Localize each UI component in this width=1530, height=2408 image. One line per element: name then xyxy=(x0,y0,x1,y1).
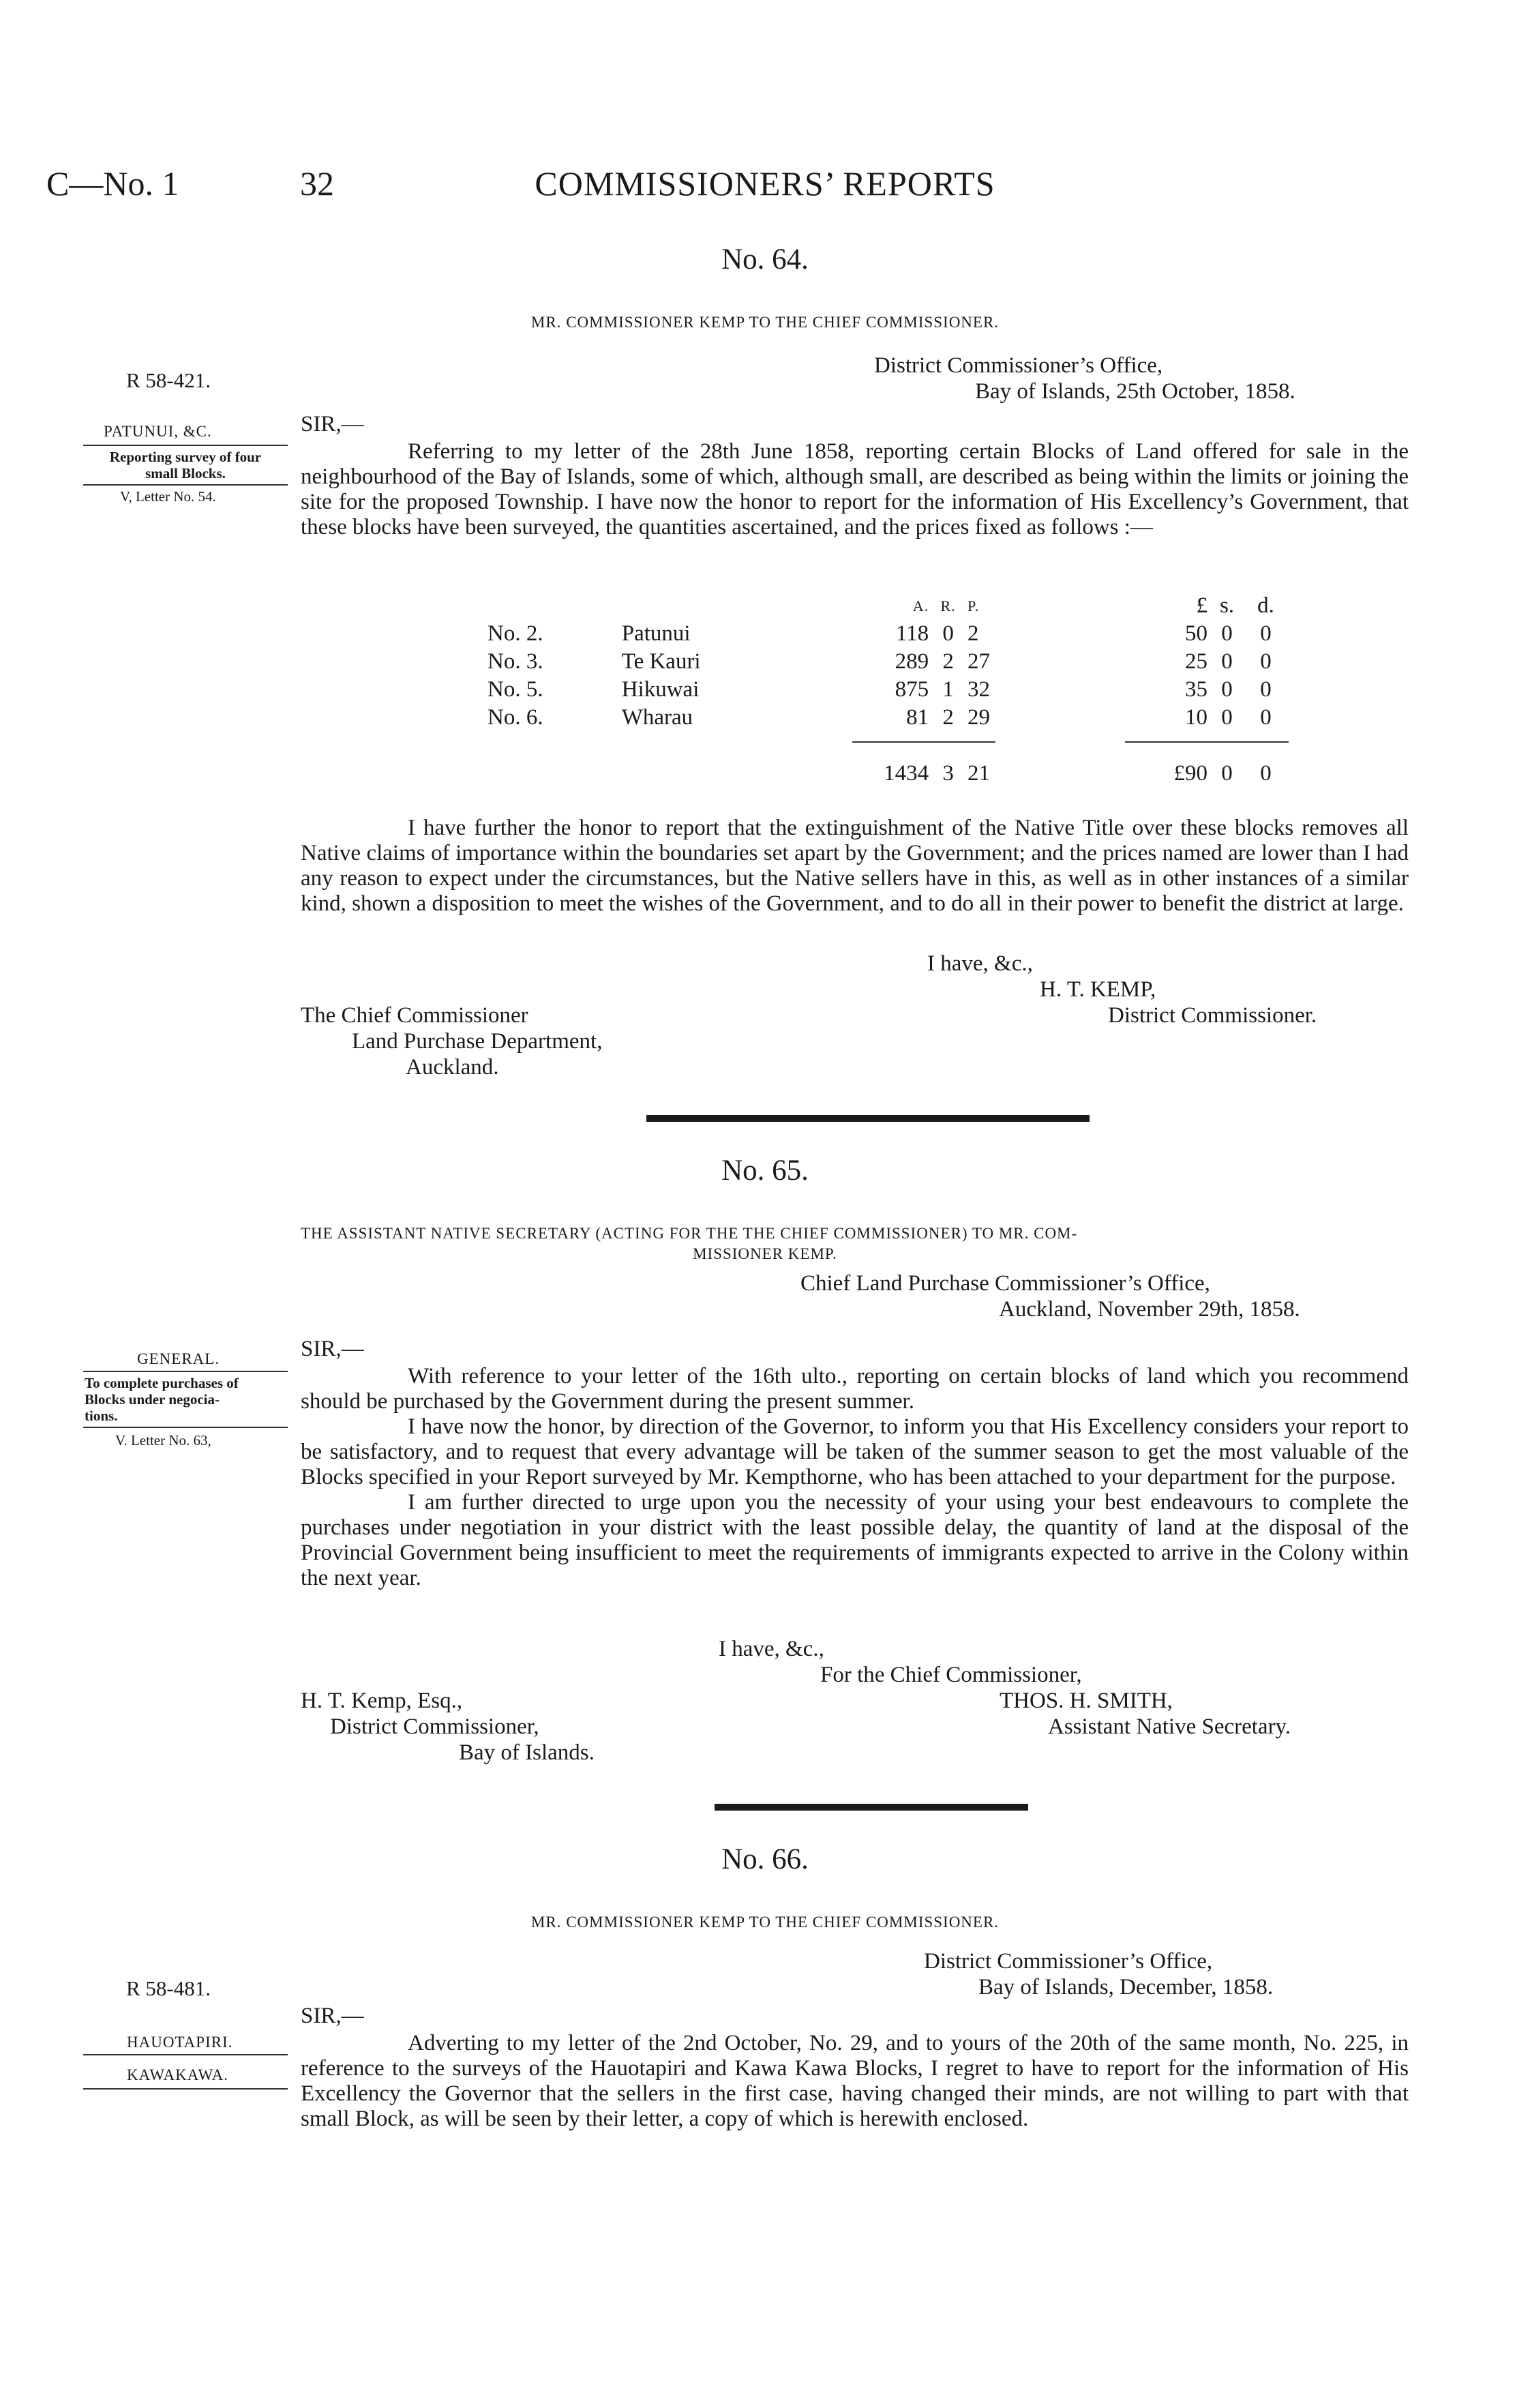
acres: 118 xyxy=(895,621,929,646)
for-line: For the Chief Commissioner, xyxy=(820,1663,1082,1687)
header-acres: A. xyxy=(912,597,929,614)
letter-66-title: MR. COMMISSIONER KEMP TO THE CHIEF COMMISSIONER. xyxy=(530,1914,1000,1931)
margin-note-64-line-2: small Blocks. xyxy=(145,465,226,481)
pounds: 25 xyxy=(1185,649,1208,674)
margin-divider xyxy=(83,484,288,486)
paragraph: With reference to your letter of the 16th ulto., reporting on certain blocks of land which you recommend should be purchased by the Government during the present summer. xyxy=(301,1364,1409,1414)
acres: 81 xyxy=(906,705,929,730)
letter-65-address-line-1: Chief Land Purchase Commissioner’s Office, xyxy=(800,1271,1210,1296)
margin-ref-64: R 58-421. xyxy=(126,368,211,392)
margin-ref-66: R 58-481. xyxy=(126,1976,211,2000)
addressee-line-1: H. T. Kemp, Esq., xyxy=(301,1689,463,1713)
salutation: SIR,— xyxy=(301,2004,364,2028)
pence: 0 xyxy=(1260,705,1272,730)
header-roods: R. xyxy=(940,597,956,614)
salutation: SIR,— xyxy=(301,1337,364,1361)
margin-divider xyxy=(83,1371,288,1372)
letter-64-body-continued xyxy=(301,816,1409,917)
signer-title: District Commissioner. xyxy=(1108,1003,1317,1028)
addressee-line-1: The Chief Commissioner xyxy=(301,1003,528,1028)
margin-note-65-line-2: Blocks under negocia- xyxy=(85,1391,220,1408)
letter-65-body xyxy=(301,1364,1409,1591)
roods: 1 xyxy=(942,677,954,702)
price-total-rule xyxy=(1125,741,1289,743)
margin-note-65-line-3: tions. xyxy=(85,1408,118,1424)
addressee-line-3: Bay of Islands. xyxy=(459,1740,595,1765)
letter-66-number: No. 66. xyxy=(721,1843,809,1875)
section-divider xyxy=(715,1804,1028,1811)
block-name: Patunui xyxy=(621,621,691,646)
letter-64-title: MR. COMMISSIONER KEMP TO THE CHIEF COMMISSIONER. xyxy=(530,314,1000,331)
margin-note-64-line-1: Reporting survey of four xyxy=(109,449,262,465)
total-pounds: £90 xyxy=(1173,761,1208,786)
pence: 0 xyxy=(1260,677,1272,702)
paragraph: Adverting to my letter of the 2nd October, No. 29, and to yours of the 20th of the same month, No. 225, in reference to the surveys of the Hauotapiri and Kawa Kawa Blocks, I regret to have to report for the information of His Excellency the Governor that the sellers in the first case, having changed their minds, are not willing to part with that small Block, as will be seen by their letter, a copy of which is herewith enclosed. xyxy=(301,2031,1409,2131)
margin-subject-64: PATUNUI, &C. xyxy=(104,423,212,440)
acreage-total-rule xyxy=(852,741,995,743)
header-perches: P. xyxy=(967,597,980,614)
closing: I have, &c., xyxy=(927,951,1033,976)
margin-letter-ref-65: V. Letter No. 63, xyxy=(115,1432,211,1448)
block-name: Te Kauri xyxy=(621,649,701,674)
table-row xyxy=(487,676,1285,704)
margin-divider xyxy=(83,1427,288,1428)
paragraph: Referring to my letter of the 28th June 1858, reporting certain Blocks of Land offered for sale in the neighbourhood of the Bay of Islands, some of which, although small, are described as being within the limits or joining the site for the proposed Township. I have now the honor to report for the information of His Excellency’s Government, that these blocks have been surveyed, the quantities ascertained, and the prices fixed as follows :— xyxy=(301,439,1409,539)
margin-divider xyxy=(83,2088,288,2090)
block-number: No. 6. xyxy=(487,705,543,730)
paragraph: I am further directed to urge upon you the necessity of your using your best endeavours to complete the purchases under negotiation in your district with the least possible delay, the quantity of land at the disposal of the Provincial Government being insufficient to meet the requirements of immigrants expected to arrive in the Colony within the next year. xyxy=(301,1490,1409,1590)
signer-name: THOS. H. SMITH, xyxy=(1000,1689,1173,1713)
signer-name: H. T. KEMP, xyxy=(1040,977,1156,1002)
letter-64-address-line-2: Bay of Islands, 25th October, 1858. xyxy=(975,379,1295,404)
land-quantities-table xyxy=(487,592,1285,788)
total-shillings: 0 xyxy=(1221,761,1233,786)
letter-65-title-line-1: THE ASSISTANT NATIVE SECRETARY (ACTING FOR THE THE CHIEF COMMISSIONER) TO MR. COM- xyxy=(301,1225,1078,1242)
perches: 2 xyxy=(967,621,979,646)
block-number: No. 5. xyxy=(487,677,543,702)
margin-subject-65: GENERAL. xyxy=(137,1350,220,1367)
margin-subject-66-line-2: KAWAKAWA. xyxy=(127,2066,229,2083)
total-pence: 0 xyxy=(1260,761,1272,786)
pence: 0 xyxy=(1260,649,1272,674)
addressee-line-2: District Commissioner, xyxy=(330,1714,539,1739)
margin-note-65-line-1: To complete purchases of xyxy=(85,1375,239,1391)
addressee-line-2: Land Purchase Department, xyxy=(352,1029,603,1054)
roods: 0 xyxy=(942,621,954,646)
letter-64-number: No. 64. xyxy=(721,243,809,276)
header-shillings: s. xyxy=(1219,593,1235,618)
block-number: No. 3. xyxy=(487,649,543,674)
table-row xyxy=(487,648,1285,676)
total-roods: 3 xyxy=(942,761,954,786)
paragraph: I have now the honor, by direction of the Governor, to inform you that His Excellency considers your report to be satisfactory, and to request that every advantage will be taken of the summer season to get the most valuable of the Blocks specified in your Report surveyed by Mr. Kempthorne, who has been attached to your department for the purpose. xyxy=(301,1414,1409,1489)
acres: 289 xyxy=(895,649,929,674)
page-number: 32 xyxy=(300,164,334,203)
margin-divider xyxy=(83,445,288,446)
table-total-row xyxy=(487,760,1285,788)
letter-64-address-line-1: District Commissioner’s Office, xyxy=(874,353,1163,378)
total-perches: 21 xyxy=(967,761,991,786)
table-row xyxy=(487,704,1285,732)
block-number: No. 2. xyxy=(487,621,543,646)
letter-66-address-line-1: District Commissioner’s Office, xyxy=(924,1949,1213,1974)
letter-66-body xyxy=(301,2031,1409,2132)
letter-65-title-line-2: MISSIONER KEMP. xyxy=(693,1245,837,1262)
shillings: 0 xyxy=(1221,705,1233,730)
margin-subject-66-line-1: HAUOTAPIRI. xyxy=(127,2034,233,2051)
roods: 2 xyxy=(942,649,954,674)
salutation: SIR,— xyxy=(301,412,364,436)
letter-66-address-line-2: Bay of Islands, December, 1858. xyxy=(978,1975,1274,2000)
margin-letter-ref-64: V, Letter No. 54. xyxy=(120,488,216,505)
table-row xyxy=(487,620,1285,648)
pence: 0 xyxy=(1260,621,1272,646)
header-pence: d. xyxy=(1257,593,1274,618)
acres: 875 xyxy=(895,677,929,702)
addressee-line-3: Auckland. xyxy=(406,1055,499,1080)
pounds: 10 xyxy=(1185,705,1208,730)
block-name: Hikuwai xyxy=(621,677,700,702)
header-pounds: £ xyxy=(1196,593,1208,618)
block-name: Wharau xyxy=(621,705,693,730)
section-divider xyxy=(646,1115,1090,1122)
letter-65-address-line-2: Auckland, November 29th, 1858. xyxy=(999,1297,1300,1322)
perches: 27 xyxy=(967,649,991,674)
page-title: COMMISSIONERS’ REPORTS xyxy=(535,164,995,203)
letter-64-body xyxy=(301,439,1409,540)
pounds: 35 xyxy=(1185,677,1208,702)
paragraph: I have further the honor to report that the extinguishment of the Native Title over these blocks removes all Native claims of importance within the boundaries set apart by the Government; and the prices named are lower than I had any reason to expect under the circumstances, but the Native sellers have in this, as well as in other instances of a similar kind, shown a disposition to meet the wishes of the Government, and to do all in their power to benefit the district at large. xyxy=(301,816,1409,916)
signer-title: Assistant Native Secretary. xyxy=(1048,1714,1291,1739)
shillings: 0 xyxy=(1221,621,1233,646)
margin-divider xyxy=(83,2054,288,2055)
letter-65-number: No. 65. xyxy=(721,1155,809,1187)
table-header-row xyxy=(487,592,1285,620)
roods: 2 xyxy=(942,705,954,730)
total-acres: 1434 xyxy=(884,761,929,786)
shillings: 0 xyxy=(1221,677,1233,702)
pounds: 50 xyxy=(1185,621,1208,646)
closing: I have, &c., xyxy=(719,1637,824,1661)
document-reference: C—No. 1 xyxy=(46,164,179,203)
shillings: 0 xyxy=(1221,649,1233,674)
perches: 32 xyxy=(967,677,991,702)
perches: 29 xyxy=(967,705,991,730)
